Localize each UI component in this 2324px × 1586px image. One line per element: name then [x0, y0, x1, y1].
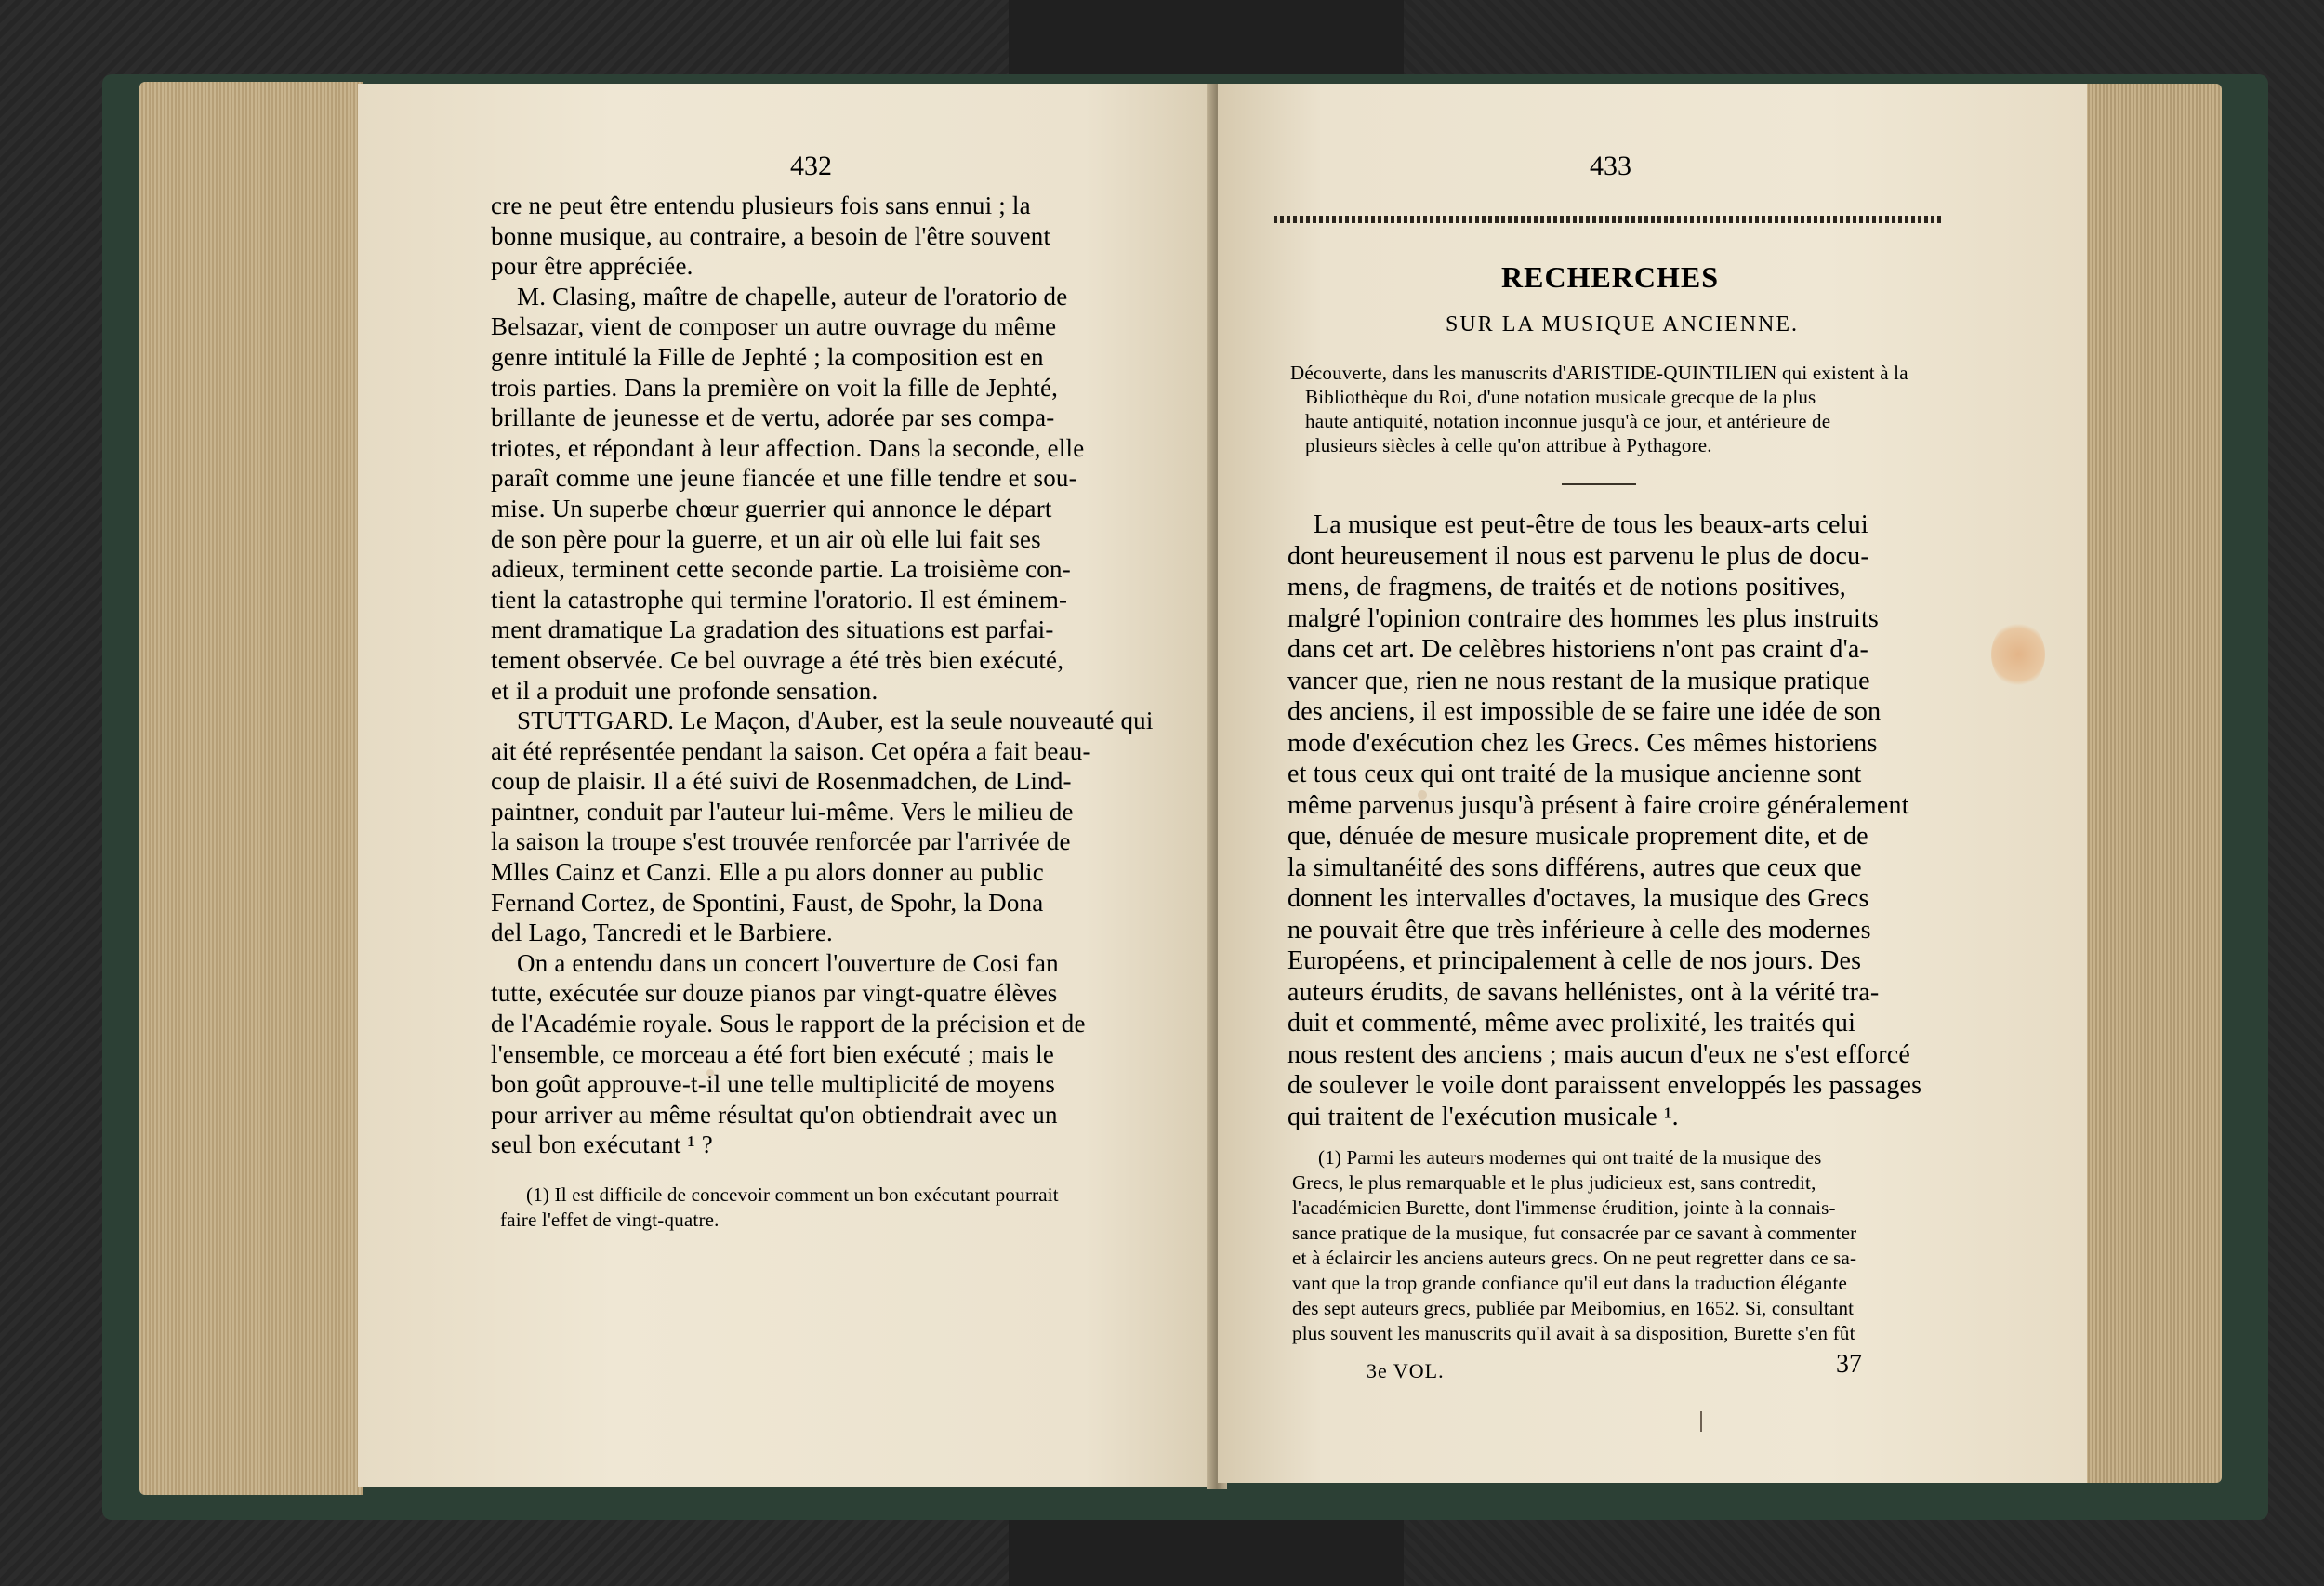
text-line: pour être appréciée. — [491, 252, 693, 281]
text-line: mise. Un superbe chœur guerrier qui annonce le départ — [491, 494, 1052, 522]
text-line: trois parties. Dans la première on voit la fille de Jephté, — [491, 373, 1059, 402]
text-line: même parvenus jusqu'à présent à faire croire généralement — [1287, 790, 1909, 820]
text-line: seul bon exécutant ¹ ? — [491, 1130, 713, 1159]
footnote-line: l'académicien Burette, dont l'immense érudition, jointe à la connais- — [1292, 1196, 1836, 1219]
footnote-line: sance pratique de la musique, fut consacrée par ce savant à commenter — [1292, 1222, 1857, 1244]
text-line: et il a produit une profonde sensation. — [491, 676, 878, 705]
text-line: de soulever le voile dont paraissent enveloppés les passages — [1287, 1071, 1922, 1100]
text-line: bon goût approuve-t-il une telle multiplicité de moyens — [491, 1070, 1056, 1099]
text-line: que, dénuée de mesure musicale proprement dite, et de — [1287, 822, 1868, 851]
text-line: donnent les intervalles d'octaves, la musique des Grecs — [1287, 884, 1869, 913]
text-line: Fernand Cortez, de Spontini, Faust, de Spohr, la Dona — [491, 888, 1044, 917]
footnote-line: et à éclaircir les anciens auteurs grecs. On ne peut regretter dans ce sa- — [1292, 1247, 1857, 1269]
text-line: nous restent des anciens ; mais aucun d'eux ne s'est efforcé — [1287, 1039, 1911, 1069]
section-rule — [1562, 483, 1636, 485]
text-line: coup de plaisir. Il a été suivi de Rosenmadchen, de Lind- — [491, 767, 1072, 796]
footnote-line: plus souvent les manuscrits qu'il avait à sa disposition, Burette s'en fût — [1292, 1322, 1855, 1344]
text-line: On a entendu dans un concert l'ouverture de Cosi fan — [517, 948, 1059, 977]
summary-line: Bibliothèque du Roi, d'une notation musicale grecque de la plus — [1305, 386, 1816, 408]
summary-line: Découverte, dans les manuscrits d'ARISTIDE-QUINTILIEN qui existent à la — [1290, 362, 1908, 384]
decorative-wavy-rule — [1274, 216, 1943, 223]
paper-foxing — [706, 1069, 714, 1077]
text-line: dans cet art. De celèbres historiens n'ont pas craint d'a- — [1287, 635, 1869, 664]
text-line: tement observée. Ce bel ouvrage a été très bien exécuté, — [491, 645, 1064, 674]
page-block-edge-right — [2082, 84, 2222, 1483]
text-line: ait été représentée pendant la saison. Cet opéra a fait beau- — [491, 736, 1091, 765]
article-title: RECHERCHES — [1501, 260, 1720, 294]
footnote-line: (1) Parmi les auteurs modernes qui ont traité de la musique des — [1318, 1146, 1822, 1169]
text-line: tient la catastrophe qui termine l'oratorio. Il est éminem- — [491, 585, 1068, 614]
text-line: qui traitent de l'exécution musicale ¹. — [1287, 1102, 1679, 1131]
text-line: cre ne peut être entendu plusieurs fois sans ennui ; la — [491, 192, 1031, 219]
text-line: tutte, exécutée sur douze pianos par vingt-quatre élèves — [491, 979, 1058, 1008]
text-line: Belsazar, vient de composer un autre ouvrage du même — [491, 312, 1057, 341]
text-line: des anciens, il est impossible de se faire une idée de son — [1287, 697, 1882, 726]
right-page-body — [1287, 509, 1957, 1132]
footnote-line: vant que la trop grande confiance qu'il eut dans la traduction élégante — [1292, 1272, 1848, 1294]
signature-number: 37 — [1836, 1350, 1862, 1379]
page-block-edge-left — [139, 82, 363, 1495]
text-line: Mlles Cainz et Canzi. Elle a pu alors donner au public — [491, 858, 1044, 887]
text-line: l'ensemble, ce morceau a été fort bien exécuté ; mais le — [491, 1039, 1055, 1068]
left-page-footnote — [500, 1183, 1142, 1233]
summary-line: haute antiquité, notation inconnue jusqu'à ce jour, et antérieure de — [1305, 410, 1831, 432]
text-line: et tous ceux qui ont traité de la musique ancienne sont — [1287, 760, 1862, 788]
right-page-number: 433 — [1590, 151, 1631, 181]
footnote-line: (1) Il est difficile de concevoir comment un bon exécutant pourrait — [526, 1183, 1059, 1206]
footnote-line: Grecs, le plus remarquable et le plus judicieux est, sans contredit, — [1292, 1171, 1816, 1194]
text-line: triotes, et répondant à leur affection. Dans la seconde, elle — [491, 433, 1085, 462]
text-line: mens, de fragmens, de traités et de notions positives, — [1287, 573, 1847, 601]
footnote-line: faire l'effet de vingt-quatre. — [500, 1209, 720, 1231]
text-line: Européens, et principalement à celle de nos jours. Des — [1287, 946, 1862, 975]
summary-line: plusieurs siècles à celle qu'on attribue à Pythagore. — [1305, 434, 1712, 456]
text-line: paintner, conduit par l'auteur lui-même. Vers le milieu de — [491, 797, 1074, 826]
left-page-body — [491, 191, 1154, 1160]
text-line: STUTTGARD. Le Maçon, d'Auber, est la seule nouveauté qui — [517, 707, 1154, 735]
article-subtitle: SUR LA MUSIQUE ANCIENNE. — [1446, 312, 1800, 337]
text-line: del Lago, Tancredi et le Barbiere. — [491, 919, 833, 947]
text-line: M. Clasing, maître de chapelle, auteur de l'oratorio de — [517, 282, 1068, 311]
text-line: duit et commenté, même avec prolixité, les traités qui — [1287, 1009, 1856, 1038]
text-line: adieux, terminent cette seconde partie. La troisième con- — [491, 555, 1071, 584]
article-summary — [1290, 361, 1955, 457]
text-line: mode d'exécution chez les Grecs. Ces mêmes historiens — [1287, 728, 1878, 758]
text-line: la saison la troupe s'est trouvée renforcée par l'arrivée de — [491, 827, 1071, 856]
text-line: La musique est peut-être de tous les beaux-arts celui — [1314, 510, 1868, 539]
left-page-number: 432 — [790, 151, 832, 181]
text-line: de son père pour la guerre, et un air où elle lui fait ses — [491, 524, 1041, 553]
right-page-footnote — [1292, 1145, 1960, 1346]
text-line: ment dramatique La gradation des situations est parfai- — [491, 615, 1054, 644]
text-line: paraît comme une jeune fiancée et une fille tendre et sou- — [491, 464, 1077, 493]
text-line: dont heureusement il nous est parvenu le plus de docu- — [1287, 541, 1869, 571]
footnote-line: des sept auteurs grecs, publiée par Meibomius, en 1652. Si, consultant — [1292, 1297, 1855, 1319]
text-line: bonne musique, au contraire, a besoin de l'être souvent — [491, 221, 1051, 250]
text-line: genre intitulé la Fille de Jephté ; la composition est en — [491, 342, 1044, 371]
text-line: pour arriver au même résultat qu'on obtiendrait avec un — [491, 1100, 1058, 1129]
text-line: auteurs érudits, de savans hellénistes, ont à la vérité tra- — [1287, 977, 1880, 1007]
paper-stain — [1991, 621, 2045, 688]
text-line: la simultanéité des sons différens, autres que ceux que — [1287, 852, 1862, 882]
paper-foxing — [1418, 790, 1427, 800]
binding-mark — [1700, 1411, 1702, 1432]
text-line: malgré l'opinion contraire des hommes les plus instruits — [1287, 603, 1880, 633]
text-line: ne pouvait être que très inférieure à celle des modernes — [1287, 915, 1871, 945]
text-line: brillante de jeunesse et de vertu, adorée par ses compa- — [491, 403, 1055, 432]
text-line: vancer que, rien ne nous restant de la musique pratique — [1287, 666, 1870, 695]
signature-volume: 3e VOL. — [1367, 1359, 1445, 1382]
text-line: de l'Académie royale. Sous le rapport de la précision et de — [491, 1010, 1086, 1038]
